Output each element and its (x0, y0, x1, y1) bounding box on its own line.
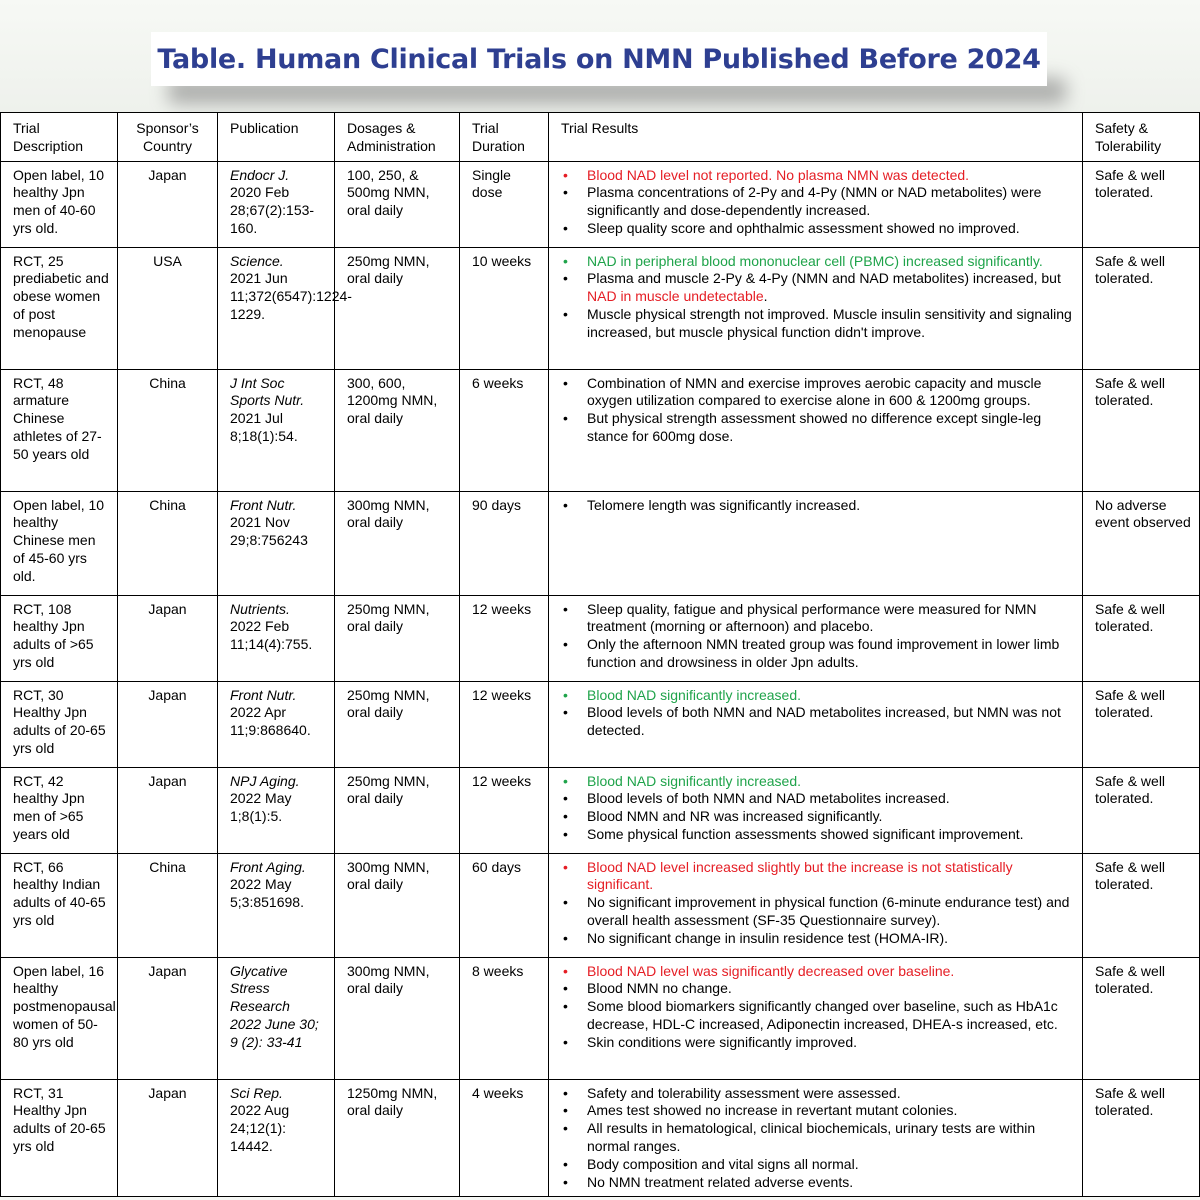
result-item (561, 1034, 1076, 1052)
safety-tolerability: Safe & well tolerated. (1083, 957, 1200, 1079)
result-text: But physical strength assessment showed no difference except single-leg stance for 600mg dose. (587, 410, 1042, 444)
trial-duration: 12 weeks (460, 681, 549, 767)
publication-detail: 2022 Apr 11;9:868640. (230, 704, 311, 739)
results-list (561, 497, 1076, 515)
result-item (561, 636, 1076, 672)
publication-journal: Front Aging. (230, 858, 306, 875)
table-row (1, 161, 1200, 247)
trial-results (549, 767, 1083, 853)
trials-table (0, 112, 1200, 1197)
header-publication: Publication (218, 113, 335, 162)
table-row (1, 595, 1200, 681)
publication-detail: 2022 Feb 11;14(4):755. (230, 618, 313, 653)
header-country: Sponsor’s Country (118, 113, 218, 162)
result-item (561, 375, 1076, 411)
table-row (1, 853, 1200, 957)
trial-duration: 90 days (460, 491, 549, 595)
result-text: No plasma NMN was detected. (772, 166, 970, 183)
results-list (561, 253, 1076, 342)
table-row (1, 1079, 1200, 1197)
publication (218, 853, 335, 957)
result-item (561, 826, 1076, 844)
result-text: NAD in muscle undetectable (587, 288, 764, 305)
result-item (561, 410, 1076, 446)
publication-journal: Science. (230, 252, 284, 269)
trial-duration: 6 weeks (460, 369, 549, 491)
result-text: No significant change in insulin residence test (HOMA-IR). (587, 929, 949, 946)
publication (218, 369, 335, 491)
publication (218, 247, 352, 369)
result-item (561, 1120, 1076, 1156)
header-row (1, 113, 1200, 162)
sponsor-country: China (118, 491, 218, 595)
safety-tolerability: Safe & well tolerated. (1083, 161, 1200, 247)
sponsor-country: Japan (118, 595, 218, 681)
result-item (561, 1102, 1076, 1120)
publication-journal: Endocr J. (230, 166, 290, 183)
result-item (561, 306, 1076, 342)
result-text: Blood NAD significantly increased (587, 772, 798, 789)
publication-detail: 2022 May 5;3:851698. (230, 876, 304, 911)
trial-description: Open label, 16 healthy postmenopausal women of 50-80 yrs old (1, 957, 118, 1079)
publication-detail: 2021 Nov 29;8:756243 (230, 514, 308, 549)
sponsor-country: China (118, 853, 218, 957)
trial-duration: 4 weeks (460, 1079, 549, 1197)
result-text: NAD in peripheral blood mononuclear cell (PBMC) increased significantly. (587, 252, 1043, 269)
result-item (561, 808, 1076, 826)
dosage-administration: 250mg NMN, oral daily (335, 247, 460, 369)
trial-duration: 60 days (460, 853, 549, 957)
sponsor-country: Japan (118, 161, 218, 247)
publication (218, 491, 335, 595)
publication (218, 161, 335, 247)
publication-journal: Sci Rep. (230, 1084, 283, 1101)
result-text: Plasma and muscle 2-Py & 4-Py (NMN and NAD metabolites) increased, but (587, 270, 1061, 287)
publication (218, 957, 335, 1079)
safety-tolerability: Safe & well tolerated. (1083, 681, 1200, 767)
result-text: . (797, 772, 801, 789)
result-item (561, 184, 1076, 220)
trial-results (549, 853, 1083, 957)
trial-description: RCT, 31 Healthy Jpn adults of 20-65 yrs old (1, 1079, 118, 1197)
result-item (561, 773, 1076, 791)
header-safety: Safety & Tolerability (1083, 113, 1200, 162)
sponsor-country: Japan (118, 681, 218, 767)
dosage-administration: 250mg NMN, oral daily (335, 681, 460, 767)
sponsor-country: USA (118, 247, 218, 369)
result-text: Plasma concentrations of 2-Py and 4-Py (NMN or NAD metabolites) were significantly and dose-dependently increased. (587, 184, 1042, 219)
publication-journal: Glycative Stress Research (230, 962, 290, 1015)
result-item (561, 980, 1076, 998)
results-list (561, 167, 1076, 238)
sponsor-country: Japan (118, 767, 218, 853)
publication-journal: Nutrients. (230, 600, 290, 617)
results-list (561, 773, 1076, 844)
dosage-administration: 300mg NMN, oral daily (335, 957, 460, 1079)
publication-journal: Front Nutr. (230, 496, 297, 513)
publication-detail: 2021 Jun 11;372(6547):1224-1229. (230, 270, 352, 322)
trial-description: RCT, 108 healthy Jpn adults of >65 yrs old (1, 595, 118, 681)
header-results: Trial Results (549, 113, 1083, 162)
trial-results (549, 957, 1083, 1079)
publication (218, 767, 335, 853)
results-list (561, 963, 1076, 1052)
result-text: Ames test showed no increase in revertant mutant colonies. (587, 1102, 958, 1119)
result-text: Some physical function assessments showed significant improvement. (587, 825, 1024, 842)
publication-journal: J Int Soc Sports Nutr. (230, 374, 305, 409)
result-text: Only the afternoon NMN treated group was found improvement in lower limb function and drowsiness in older Jpn adults. (587, 636, 1060, 670)
table-row (1, 767, 1200, 853)
trial-description: RCT, 30 Healthy Jpn adults of 20-65 yrs old (1, 681, 118, 767)
safety-tolerability: Safe & well tolerated. (1083, 595, 1200, 681)
trial-description: Open label, 10 healthy Chinese men of 45-60 yrs old. (1, 491, 118, 595)
table-row (1, 491, 1200, 595)
results-list (561, 601, 1076, 672)
result-text: . (797, 686, 801, 703)
result-text: Blood NAD level increased slightly but the increase is not statistically significant. (587, 858, 1013, 893)
sponsor-country: China (118, 369, 218, 491)
result-item (561, 859, 1076, 895)
safety-tolerability: Safe & well tolerated. (1083, 1079, 1200, 1197)
trial-duration: 12 weeks (460, 767, 549, 853)
page-title: Table. Human Clinical Trials on NMN Published Before 2024 (151, 32, 1047, 86)
header-duration: Trial Duration (460, 113, 549, 162)
publication-detail: 2021 Jul 8;18(1):54. (230, 410, 298, 444)
dosage-administration: 100, 250, & 500mg NMN, oral daily (335, 161, 460, 247)
safety-tolerability: Safe & well tolerated. (1083, 767, 1200, 853)
result-text: Blood levels of both NMN and NAD metabolites increased. (587, 790, 950, 807)
publication-journal: NPJ Aging. (230, 772, 300, 789)
sponsor-country: Japan (118, 957, 218, 1079)
result-text: Body composition and vital signs all normal. (587, 1155, 859, 1172)
result-text: Blood NAD level was significantly decreased over baseline. (587, 962, 955, 979)
sponsor-country: Japan (118, 1079, 218, 1197)
dosage-administration: 300, 600, 1200mg NMN, oral daily (335, 369, 460, 491)
trial-description: RCT, 48 armature Chinese athletes of 27-50 years old (1, 369, 118, 491)
result-item (561, 167, 1076, 185)
result-text: Sleep quality, fatigue and physical performance were measured for NMN treatment (morning or afternoon) and placebo. (587, 600, 1037, 635)
publication-detail: 2022 Aug 24;12(1): 14442. (230, 1102, 290, 1154)
trials-table-body (1, 161, 1200, 1197)
result-text: Muscle physical strength not improved. Muscle insulin sensitivity and signaling increased, but muscle physical function didn't improve. (587, 305, 1072, 340)
publication (218, 1079, 335, 1197)
publication-detail: 2022 May 1;8(1):5. (230, 790, 292, 825)
result-text: Blood NAD level not reported. (587, 166, 773, 183)
trial-results (549, 681, 1083, 767)
result-text: Skin conditions were significantly improved. (587, 1033, 858, 1050)
dosage-administration: 300mg NMN, oral daily (335, 853, 460, 957)
safety-tolerability: Safe & well tolerated. (1083, 247, 1200, 369)
result-text: Combination of NMN and exercise improves aerobic capacity and muscle oxygen utilization compared to exercise alone in 600 & 1200mg groups. (587, 374, 1042, 409)
result-item (561, 894, 1076, 930)
table-row (1, 247, 1200, 369)
results-list (561, 375, 1076, 446)
result-item (561, 253, 1076, 271)
result-item (561, 704, 1076, 740)
result-item (561, 1156, 1076, 1174)
trial-duration: 10 weeks (460, 247, 549, 369)
result-item (561, 790, 1076, 808)
safety-tolerability: Safe & well tolerated. (1083, 369, 1200, 491)
trial-results (549, 491, 1083, 595)
result-text: Blood levels of both NMN and NAD metabolites increased, but NMN was not detected. (587, 704, 1061, 739)
result-text: Some blood biomarkers significantly changed over baseline, such as HbA1c decrease, HDL-C increased, Adiponectin increased, DHEA-s increased, etc. (587, 998, 1058, 1032)
result-text: . (763, 288, 768, 305)
table-row (1, 369, 1200, 491)
result-item (561, 1174, 1076, 1192)
result-item (561, 270, 1076, 306)
result-text: Blood NMN and NR was increased significantly. (587, 808, 883, 825)
result-text: No NMN treatment related adverse events. (587, 1173, 854, 1190)
trial-results (549, 161, 1083, 247)
result-item (561, 930, 1076, 948)
results-list (561, 687, 1076, 740)
result-text: Safety and tolerability assessment were assessed. (587, 1084, 901, 1101)
result-text: All results in hematological, clinical biochemicals, urinary tests are within normal ranges. (587, 1120, 1036, 1154)
publication (218, 681, 335, 767)
header-description: Trial Description (1, 113, 118, 162)
trial-duration: 8 weeks (460, 957, 549, 1079)
safety-tolerability: No adverse event observed (1083, 491, 1200, 595)
trial-description: RCT, 42 healthy Jpn men of >65 years old (1, 767, 118, 853)
result-item (561, 497, 1076, 515)
trial-results (549, 1079, 1083, 1197)
result-text: Sleep quality score and ophthalmic assessment showed no improved. (587, 219, 1020, 236)
result-item (561, 998, 1076, 1034)
result-item (561, 1085, 1076, 1103)
dosage-administration: 300mg NMN, oral daily (335, 491, 460, 595)
publication (218, 595, 335, 681)
publication-journal: Front Nutr. (230, 686, 297, 703)
trial-duration: 12 weeks (460, 595, 549, 681)
results-list (561, 1085, 1076, 1192)
results-list (561, 859, 1076, 948)
result-item (561, 220, 1076, 238)
result-text: Blood NMN no change. (587, 980, 732, 997)
result-item (561, 963, 1076, 981)
header-dosage: Dosages & Administration (335, 113, 460, 162)
table-row (1, 681, 1200, 767)
trial-duration: Single dose (460, 161, 549, 247)
result-item (561, 601, 1076, 637)
table-row (1, 957, 1200, 1079)
publication-detail: 2022 June 30; 9 (2): 33-41 (230, 1015, 319, 1050)
trial-description: RCT, 25 prediabetic and obese women of post menopause (1, 247, 118, 369)
trial-results (549, 247, 1083, 369)
trial-description: Open label, 10 healthy Jpn men of 40-60 yrs old. (1, 161, 118, 247)
trial-results (549, 595, 1083, 681)
result-text: No significant improvement in physical function (6-minute endurance test) and overall health assessment (SF-35 Questionnaire survey). (587, 894, 1070, 928)
safety-tolerability: Safe & well tolerated. (1083, 853, 1200, 957)
dosage-administration: 250mg NMN, oral daily (335, 767, 460, 853)
result-text: Telomere length was significantly increased. (587, 496, 861, 513)
dosage-administration: 1250mg NMN, oral daily (335, 1079, 460, 1197)
dosage-administration: 250mg NMN, oral daily (335, 595, 460, 681)
result-item (561, 687, 1076, 705)
trial-results (549, 369, 1083, 491)
trial-description: RCT, 66 healthy Indian adults of 40-65 yrs old (1, 853, 118, 957)
publication-detail: 2020 Feb 28;67(2):153-160. (230, 184, 315, 236)
result-text: Blood NAD significantly increased (587, 686, 798, 703)
